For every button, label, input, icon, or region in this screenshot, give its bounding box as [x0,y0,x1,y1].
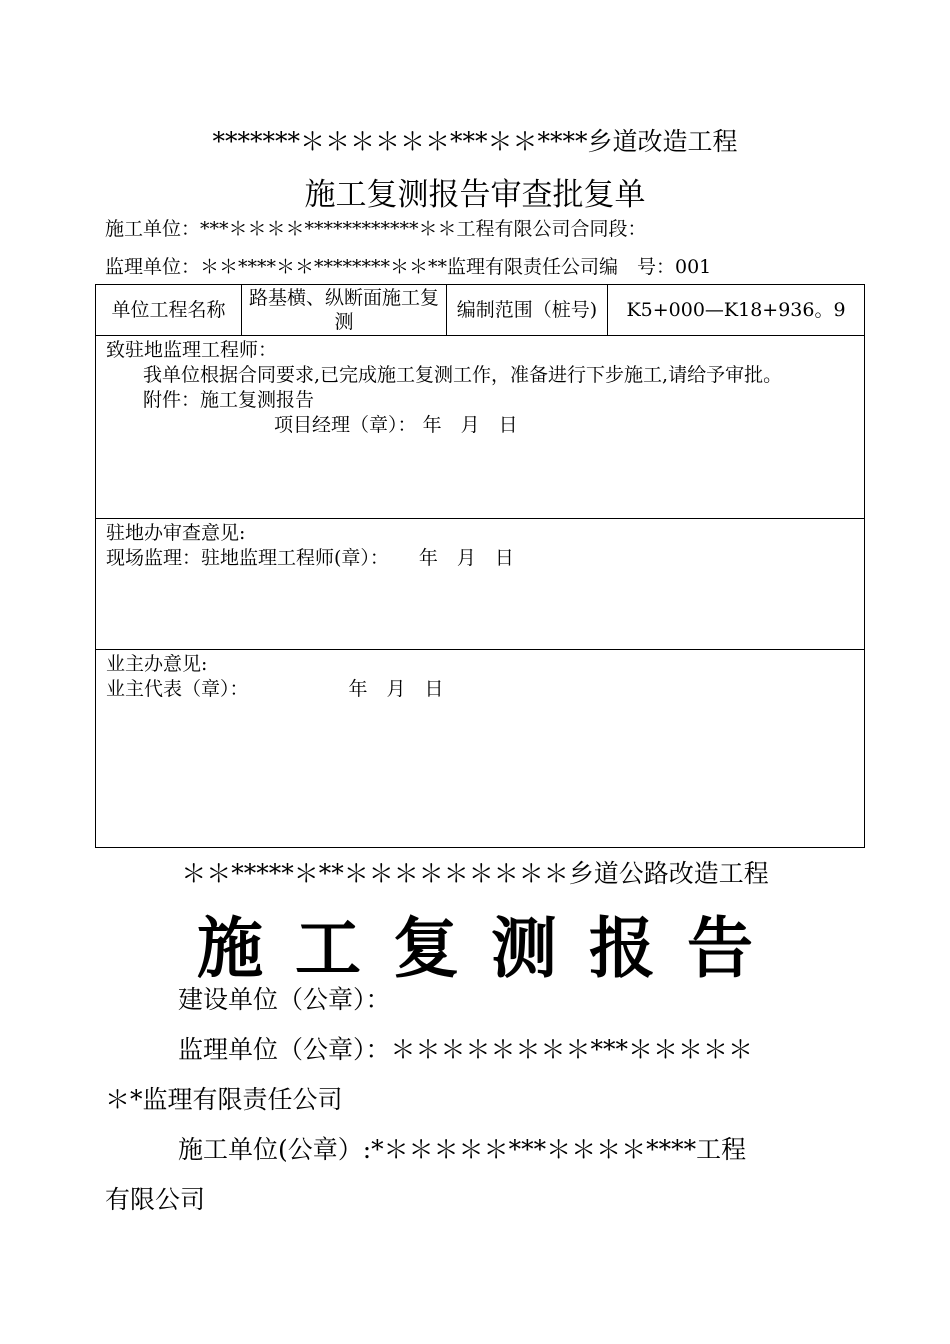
range-value: K5+000—K18+936。9 [608,285,865,336]
approval-form-table [95,284,865,848]
project-title: *******＊＊＊＊＊＊***＊＊****乡道改造工程 [212,127,738,156]
request-body: 我单位根据合同要求,已完成施工复测工作，准备进行下步施工,请给予审批。 [143,364,783,386]
unit-project-label: 单位工程名称 [96,285,242,336]
report-title: 施工复测报告 [197,910,785,987]
pm-date: 年 月 日 [422,414,518,436]
contractor-line: 施工单位：***＊＊＊＊************＊＊工程有限公司合同段： [105,218,647,240]
contractor-request-section [96,336,865,519]
resident-date: 年 月 日 [418,547,514,569]
attachment-note: 附件：施工复测报告 [143,389,315,411]
range-label: 编制范围（桩号) [447,285,608,336]
unit-project-value: 路基横、纵断面施工复测 [242,285,447,336]
pm-signature-label: 项目经理（章）： [274,414,417,436]
report-supervisor-line-1: 监理单位（公章）：＊＊＊＊＊＊＊＊***＊＊＊＊＊ [178,1035,754,1064]
resident-signature-row [106,546,854,571]
resident-signature-label: 现场监理：驻地监理工程师(章）： [106,547,389,569]
resident-office-label: 驻地办审查意见: [106,522,246,544]
pm-signature-row [106,413,854,438]
owner-office-label: 业主办意见: [106,653,208,675]
form-title: 施工复测报告审查批复单 [304,177,646,213]
report-project-title: ＊＊*****＊**＊＊＊＊＊＊＊＊＊乡道公路改造工程 [181,859,769,888]
addressee: 致驻地监理工程师： [106,339,278,361]
owner-date: 年 月 日 [348,678,444,700]
builder-line: 建设单位（公章）： [178,985,391,1014]
report-supervisor-line-2: ＊*监理有限责任公司 [105,1085,343,1114]
report-contractor-line-2: 有限公司 [105,1185,206,1214]
resident-office-section [96,519,865,650]
owner-signature-label: 业主代表（章）： [106,678,249,700]
owner-signature-row [106,677,854,702]
owner-office-section [96,650,865,848]
report-contractor-line-1: 施工单位(公章）:*＊＊＊＊＊***＊＊＊＊****工程 [178,1135,747,1164]
supervisor-line: 监理单位：＊＊****＊＊********＊＊**监理有限责任公司编 号：001 [105,256,712,278]
